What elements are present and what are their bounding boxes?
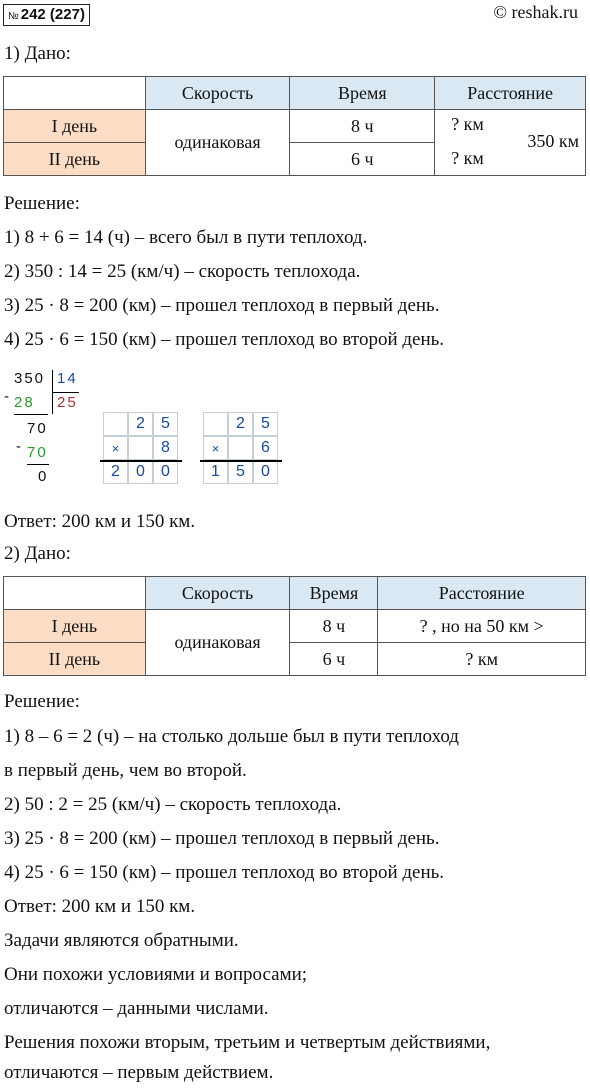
multiplication-1 [103,412,178,484]
mult2-cell: 5 [253,412,278,436]
row-day-2: II день [4,643,146,676]
distance-day-2: ? км [378,643,586,676]
remainder-1: 70 [27,420,48,437]
mult2-cell: 6 [253,436,278,460]
quotient: 25 [57,394,78,411]
division-underline-1 [14,414,48,415]
solution-label-2: Решение: [4,691,80,712]
mult2-cell [228,436,253,460]
distance-day-2: ? км [451,148,484,168]
mult1-sign: × [103,436,128,460]
header-speed: Скорость [145,577,290,610]
site-credit: © reshak.ru [493,2,578,22]
conclusion-4: Решения похожи вторым, третьим и четвертым действиями, [4,1032,491,1053]
speed-cell: одинаковая [145,110,290,176]
division-underline-2 [27,464,49,465]
row-day-1: I день [4,110,146,143]
step-2-3: 3) 25 · 8 = 200 (км) – прошел теплоход в первый день. [4,828,440,849]
dividend: 350 [14,370,46,387]
mult2-cell: 2 [228,412,253,436]
table-corner [4,577,146,610]
given-table-1 [3,76,586,176]
step-2-4: 4) 25 · 6 = 150 (км) – прошел теплоход во второй день. [4,862,445,883]
given-heading-2: 2) Дано: [4,543,71,564]
time-day-1: 8 ч [290,110,435,143]
division-hline [53,392,79,393]
step-1-3: 3) 25 · 8 = 200 (км) – прошел теплоход в первый день. [4,295,440,316]
header-time: Время [290,77,435,110]
header-time: Время [290,577,378,610]
minus-sign-2: - [16,438,21,455]
header-distance: Расстояние [378,577,586,610]
time-day-2: 6 ч [290,143,435,176]
step-2-2: 2) 50 : 2 = 25 (км/ч) – скорость теплохода. [4,794,342,815]
header-speed: Скорость [145,77,290,110]
mult2-cell: 5 [228,460,253,484]
mult1-cell [103,412,128,436]
time-day-1: 8 ч [290,610,378,643]
mult2-cell: 0 [253,460,278,484]
row-day-1: I день [4,610,146,643]
time-day-2: 6 ч [290,643,378,676]
remainder-2: 0 [38,468,47,485]
row-day-2: II день [4,143,146,176]
mult2-sign: × [203,436,228,460]
minus-sign: - [4,388,9,405]
answer-1: Ответ: 200 км и 150 км. [4,511,196,532]
conclusion-2: Они похожи условиями и вопросами; [4,964,308,985]
exercise-number: № 242 (227) [3,4,90,26]
mult2-cell [203,412,228,436]
distance-day-1: ? , но на 50 км > [378,610,586,643]
step-1-2: 2) 350 : 14 = 25 (км/ч) – скорость теплохода. [4,261,361,282]
distance-cell [435,110,586,176]
subtrahend-2: 70 [27,444,48,461]
given-table-2 [3,576,586,676]
conclusion-5: отличаются – первым действием. [4,1062,274,1083]
step-1-1: 1) 8 + 6 = 14 (ч) – всего был в пути теплоход. [4,227,368,248]
mult1-cell: 2 [103,460,128,484]
distance-day-1: ? км [451,114,484,134]
subtrahend-1: 28 [14,394,35,411]
conclusion-1: Задачи являются обратными. [4,930,239,951]
mult1-cell: 8 [153,436,178,460]
mult1-cell: 2 [128,412,153,436]
divisor: 14 [57,370,78,387]
mult1-bar [100,460,182,462]
mult1-cell: 5 [153,412,178,436]
solution-label-1: Решение: [4,193,80,214]
mult2-bar [200,460,282,462]
step-2-1-cont: в первый день, чем во второй. [4,760,247,781]
distance-total: 350 км [527,131,579,151]
multiplication-2 [203,412,278,484]
mult1-cell: 0 [128,460,153,484]
speed-cell: одинаковая [145,610,290,676]
given-heading-1: 1) Дано: [4,43,71,64]
header-distance: Расстояние [435,77,586,110]
mult2-cell: 1 [203,460,228,484]
mult1-cell: 0 [153,460,178,484]
conclusion-3: отличаются – данными числами. [4,998,269,1019]
table-corner [4,77,146,110]
step-1-4: 4) 25 · 6 = 150 (км) – прошел теплоход во второй день. [4,329,445,350]
answer-2: Ответ: 200 км и 150 км. [4,896,196,917]
step-2-1: 1) 8 – 6 = 2 (ч) – на столько дольше был в пути теплоход [4,726,459,747]
mult1-cell [128,436,153,460]
